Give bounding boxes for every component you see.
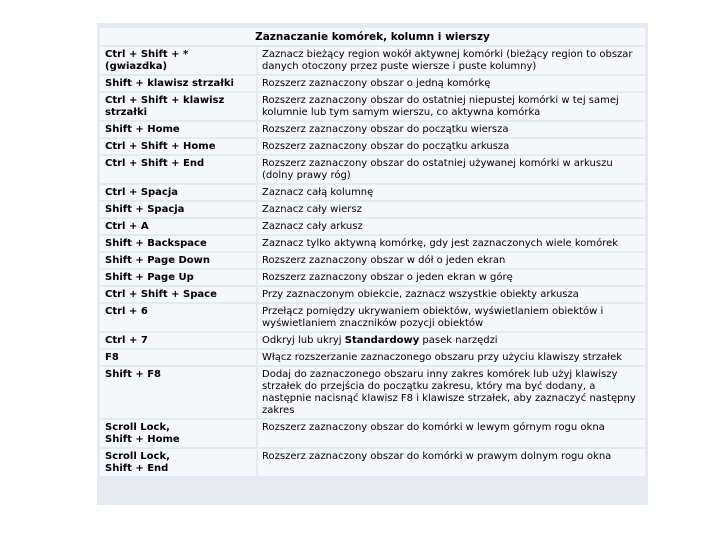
shortcut-key: Ctrl + Shift + Home [100, 139, 258, 154]
shortcut-key: Ctrl + Shift + klawisz strzałki [100, 93, 258, 120]
shortcut-description: Rozszerz zaznaczony obszar o jedną komórkę [258, 76, 645, 91]
shortcut-description: Rozszerz zaznaczony obszar o jeden ekran w górę [258, 270, 645, 285]
shortcut-description: Rozszerz zaznaczony obszar do komórki w lewym górnym rogu okna [258, 420, 645, 447]
shortcut-description: Rozszerz zaznaczony obszar do ostatniej używanej komórki w arkuszu (dolny prawy róg) [258, 156, 645, 183]
shortcut-key: Shift + Spacja [100, 202, 258, 217]
shortcut-description: Rozszerz zaznaczony obszar do początku arkusza [258, 139, 645, 154]
shortcut-key: Ctrl + 7 [100, 333, 258, 348]
shortcut-description: Włącz rozszerzanie zaznaczonego obszaru przy użyciu klawiszy strzałek [258, 350, 645, 365]
shortcut-key: F8 [100, 350, 258, 365]
shortcut-description [258, 333, 645, 348]
shortcut-key: Ctrl + Shift + Space [100, 287, 258, 302]
table-row [100, 202, 645, 217]
table-row [100, 93, 645, 120]
table-row [100, 270, 645, 285]
table-row [100, 253, 645, 268]
table-row [100, 367, 645, 418]
shortcut-key-line: Shift + Home [105, 434, 180, 445]
shortcut-description: Zaznacz cały arkusz [258, 219, 645, 234]
shortcut-key: Ctrl + Shift + End [100, 156, 258, 183]
table-row [100, 122, 645, 137]
shortcut-key: Shift + Backspace [100, 236, 258, 251]
shortcut-key [100, 420, 258, 447]
shortcut-description: Zaznacz bieżący region wokół aktywnej komórki (bieżący region to obszar danych otoczony przez puste wiersze i puste kolumny) [258, 47, 645, 74]
shortcut-key: Ctrl + 6 [100, 304, 258, 331]
description-text: Odkryj lub ukryj [262, 335, 345, 346]
table-row [100, 156, 645, 183]
table-title: Zaznaczanie komórek, kolumn i wierszy [100, 28, 645, 45]
shortcut-description: Rozszerz zaznaczony obszar do ostatniej niepustej komórki w tej samej kolumnie lub tym samym wierszu, co aktywna komórka [258, 93, 645, 120]
shortcut-description: Przełącz pomiędzy ukrywaniem obiektów, wyświetlaniem obiektów i wyświetlaniem znaczników pozycji obiektów [258, 304, 645, 331]
shortcut-description: Zaznacz tylko aktywną komórkę, gdy jest zaznaczonych wiele komórek [258, 236, 645, 251]
table-row [100, 420, 645, 447]
table-row [100, 219, 645, 234]
table-header-row [100, 28, 645, 45]
shortcut-key-line: Scroll Lock, [105, 451, 170, 462]
table-row [100, 333, 645, 348]
shortcut-key: Ctrl + Spacja [100, 185, 258, 200]
shortcut-description: Zaznacz całą kolumnę [258, 185, 645, 200]
shortcut-key: Shift + klawisz strzałki [100, 76, 258, 91]
table-row [100, 350, 645, 365]
shortcut-description: Zaznacz cały wiersz [258, 202, 645, 217]
description-text: pasek narzędzi [419, 335, 498, 346]
shortcut-key: Shift + F8 [100, 367, 258, 418]
shortcut-description: Dodaj do zaznaczonego obszaru inny zakres komórek lub użyj klawiszy strzałek do przejścia do początku zakresu, który ma być dodany, a następnie nacisnąć klawisz F8 i klawisze strzałek, aby zaznaczyć następny zakres [258, 367, 645, 418]
shortcut-key: Shift + Page Down [100, 253, 258, 268]
shortcut-description: Rozszerz zaznaczony obszar do komórki w prawym dolnym rogu okna [258, 449, 645, 476]
table-row [100, 185, 645, 200]
table-row [100, 236, 645, 251]
shortcut-description: Przy zaznaczonym obiekcie, zaznacz wszystkie obiekty arkusza [258, 287, 645, 302]
shortcut-key: Shift + Page Up [100, 270, 258, 285]
shortcut-key-line: Shift + End [105, 463, 169, 474]
toolbar-name: Standardowy [344, 335, 420, 346]
table-row [100, 47, 645, 74]
table-row [100, 76, 645, 91]
shortcut-description: Rozszerz zaznaczony obszar w dół o jeden ekran [258, 253, 645, 268]
shortcut-table [100, 26, 645, 478]
shortcut-key: Ctrl + A [100, 219, 258, 234]
table-row [100, 449, 645, 476]
shortcut-key: Shift + Home [100, 122, 258, 137]
table-row [100, 287, 645, 302]
shortcut-key-line: Scroll Lock, [105, 422, 170, 433]
table-row [100, 304, 645, 331]
shortcut-description: Rozszerz zaznaczony obszar do początku wiersza [258, 122, 645, 137]
shortcut-key: Ctrl + Shift + * (gwiazdka) [100, 47, 258, 74]
shortcut-key [100, 449, 258, 476]
shortcut-table-frame [97, 23, 648, 505]
table-row [100, 139, 645, 154]
